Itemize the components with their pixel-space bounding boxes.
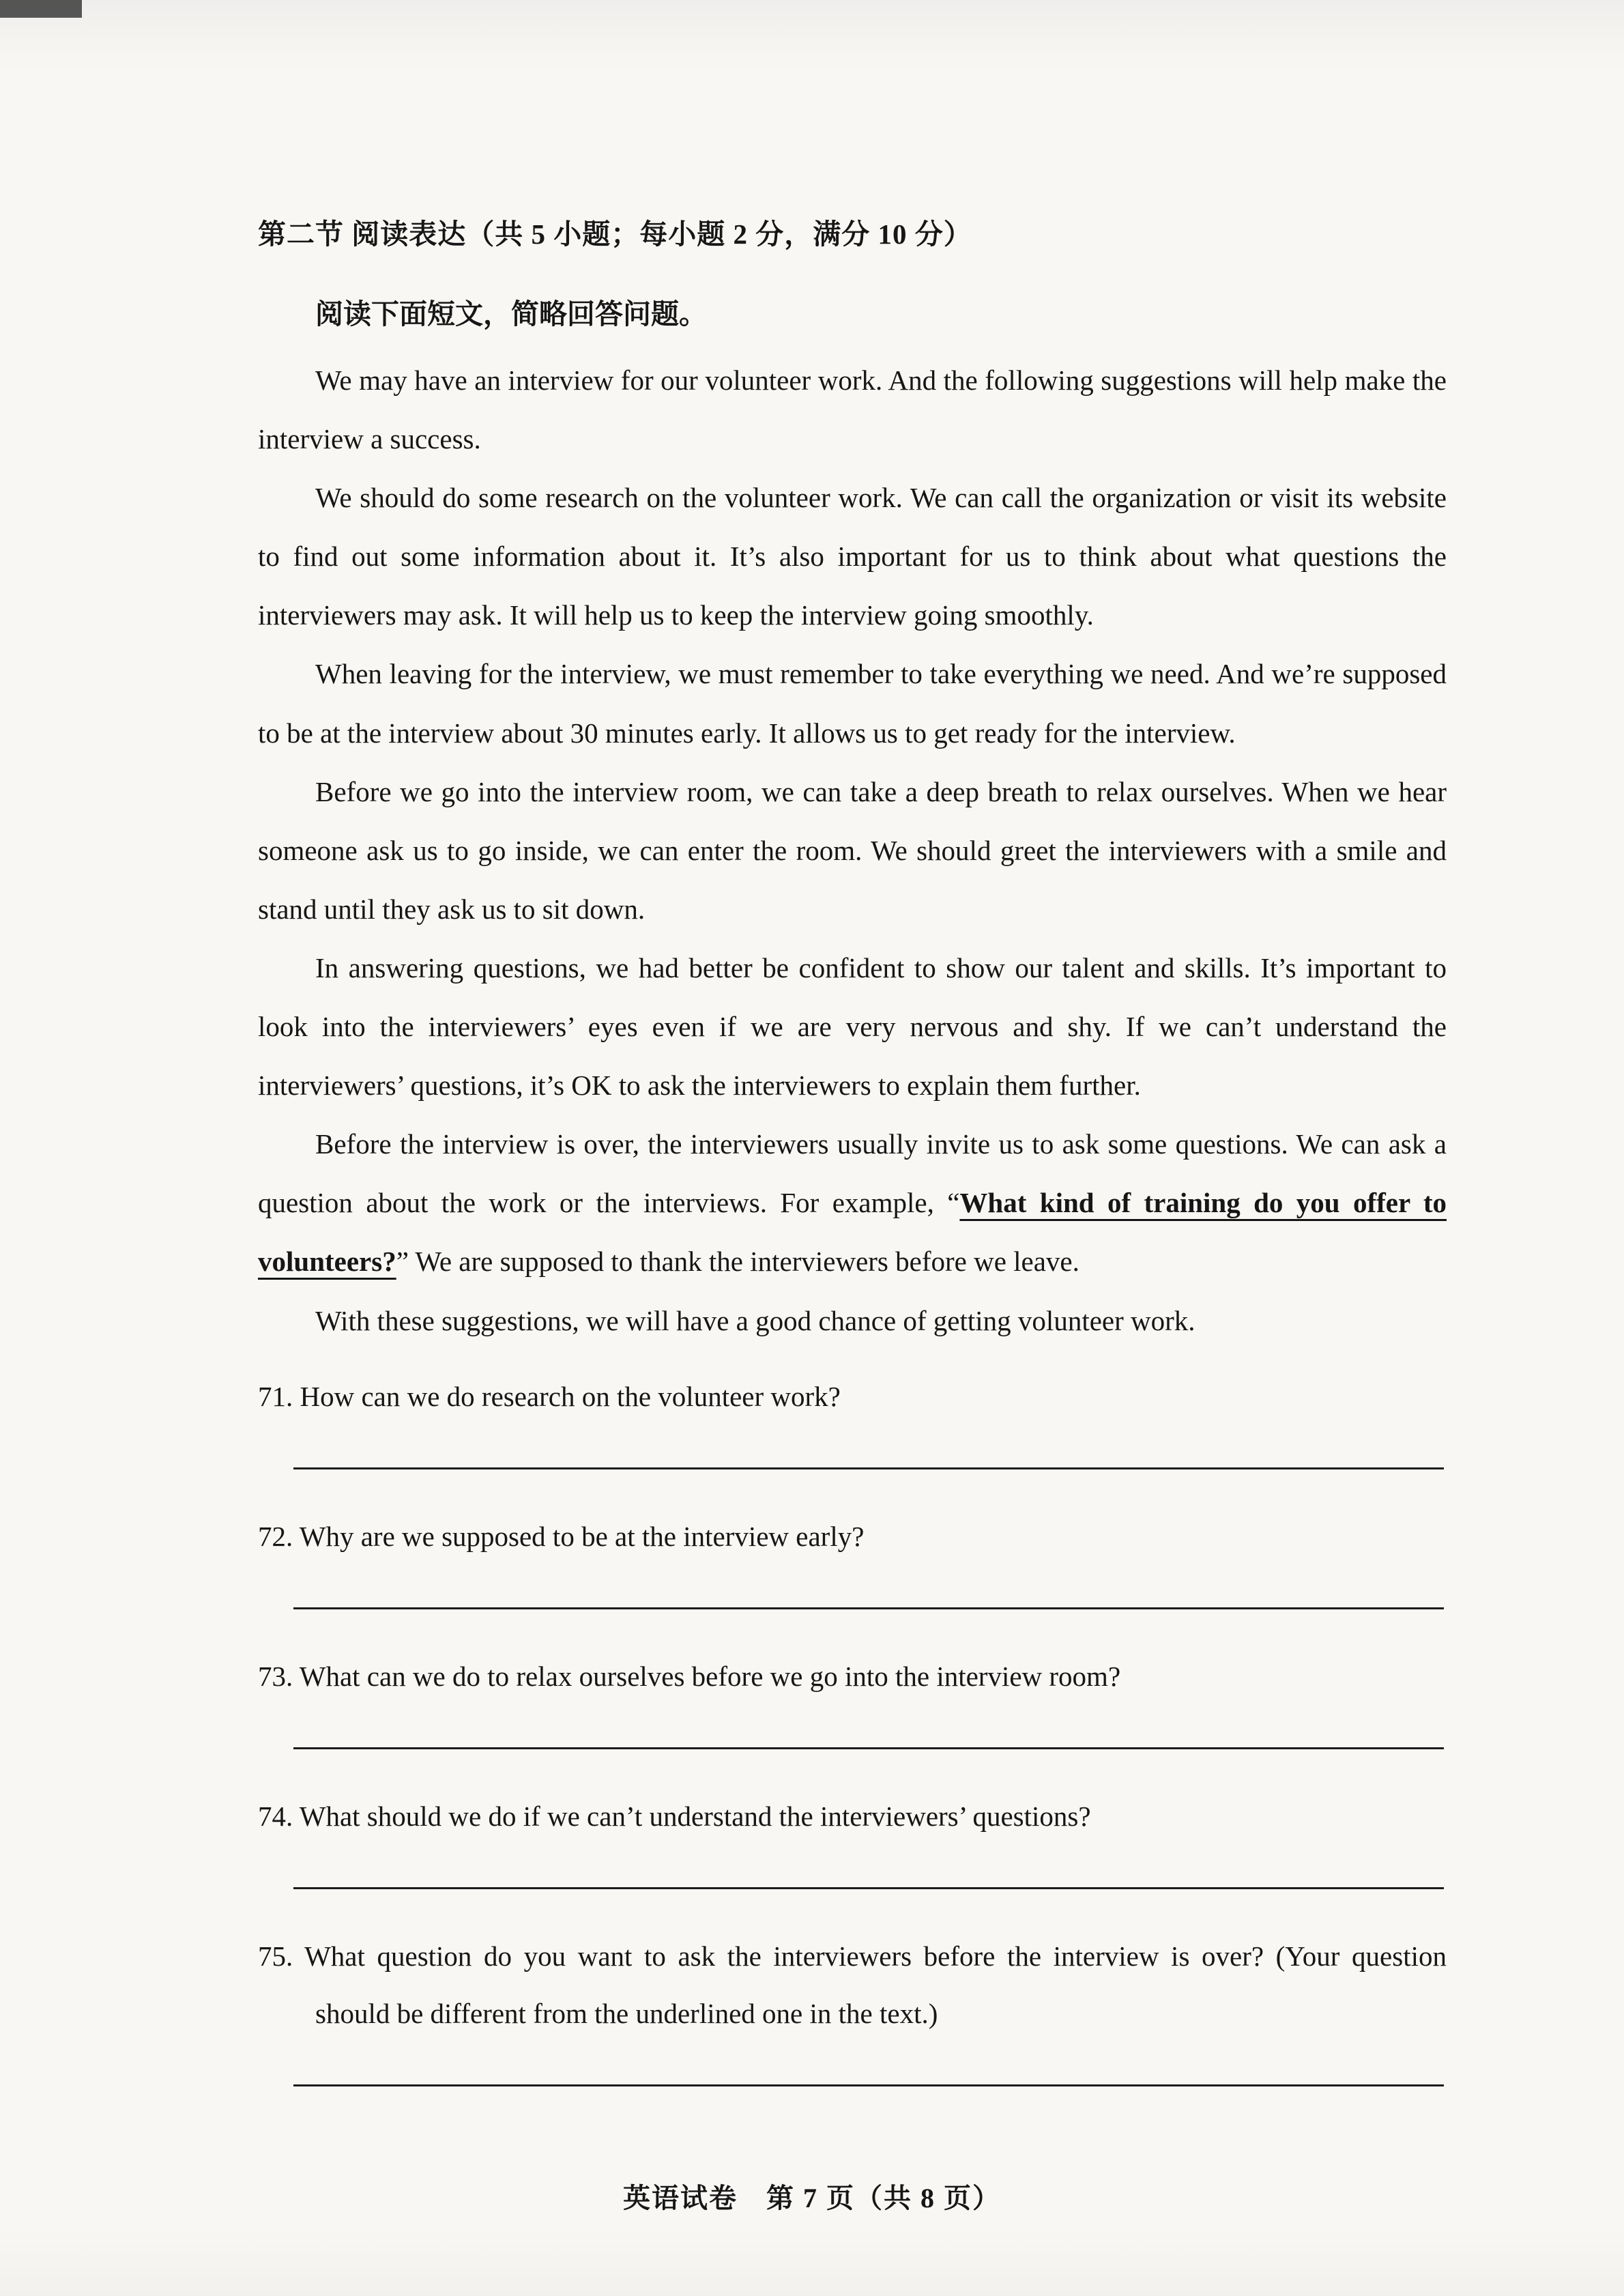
scan-artifact — [0, 0, 82, 18]
passage-paragraph-1: We may have an interview for our volunteer work. And the following suggestions will help make the interview a success. — [258, 364, 1447, 455]
underlined-question: What kind of training do you offer to volunteers? — [258, 1187, 1447, 1278]
passage-paragraph-2: We should do some research on the volunteer work. We can call the organization or visit its website to find out some information about it. It’s also important for us to think about what questions the interviewers may ask. It will help us to keep the interview going smoothly. — [258, 482, 1447, 631]
question-number: 72. — [258, 1520, 293, 1552]
passage-closing-paragraph: With these suggestions, we will have a good chance of getting volunteer work. — [315, 1304, 1195, 1336]
instruction-text: 阅读下面短文，简略回答问题。 — [315, 298, 707, 330]
question-71 — [258, 1368, 1447, 1469]
question-text: What can we do to relax ourselves before we go into the interview room? — [299, 1660, 1121, 1692]
question-74-text — [258, 1788, 1447, 1845]
section-heading: 第二节 阅读表达（共 5 小题；每小题 2 分，满分 10 分） — [258, 218, 972, 250]
answer-line-72 — [293, 1607, 1444, 1609]
exam-page — [258, 212, 1447, 2125]
reading-passage — [258, 351, 1447, 1350]
question-73 — [258, 1648, 1447, 1749]
question-72-text — [258, 1508, 1447, 1565]
question-74 — [258, 1788, 1447, 1889]
question-text: What question do you want to ask the interviewers before the interview is over? (Your question should be different from the underlined one in the text.) — [304, 1940, 1447, 2029]
question-number: 73. — [258, 1660, 293, 1692]
question-75 — [258, 1927, 1447, 2086]
question-text: How can we do research on the volunteer work? — [300, 1380, 841, 1412]
answer-line-75 — [293, 2084, 1444, 2086]
question-73-text — [258, 1648, 1447, 1705]
paragraph-text-before: Before the interview is over, the interviewers usually invite us to ask some questions. We can ask a question about the work or the interviews. For example, “ — [258, 1128, 1447, 1219]
passage-paragraph-3: When leaving for the interview, we must remember to take everything we need. And we’re supposed to be at the interview about 30 minutes early. It allows us to get ready for the interview. — [258, 658, 1447, 749]
question-text: What should we do if we can’t understand the interviewers’ questions? — [299, 1800, 1091, 1832]
question-72 — [258, 1508, 1447, 1609]
paragraph-text-after: ” We are supposed to thank the interviewers before we leave. — [396, 1246, 1079, 1278]
passage-paragraph-4: Before we go into the interview room, we can take a deep breath to relax ourselves. When we hear someone ask us to go inside, we can enter the room. We should greet the interviewers with a smile and stand until they ask us to sit down. — [258, 775, 1447, 925]
answer-line-71 — [293, 1467, 1444, 1469]
question-number: 75. — [258, 1940, 293, 1972]
question-71-text — [258, 1368, 1447, 1425]
passage-paragraph-5: In answering questions, we had better be confident to show our talent and skills. It’s important to look into the interviewers’ eyes even if we are very nervous and shy. If we can’t understand the interviewers’ questions, it’s OK to ask the interviewers to explain them further. — [258, 951, 1447, 1102]
answer-line-74 — [293, 1887, 1444, 1889]
question-75-text — [258, 1927, 1447, 2042]
answer-line-73 — [293, 1747, 1444, 1749]
question-number: 71. — [258, 1380, 293, 1412]
page-footer: 英语试卷 第 7 页（共 8 页） — [623, 2183, 1001, 2213]
question-number: 74. — [258, 1800, 293, 1832]
question-list — [258, 1368, 1447, 2086]
question-text: Why are we supposed to be at the interview early? — [299, 1520, 865, 1552]
passage-paragraph-6 — [258, 1115, 1447, 1291]
